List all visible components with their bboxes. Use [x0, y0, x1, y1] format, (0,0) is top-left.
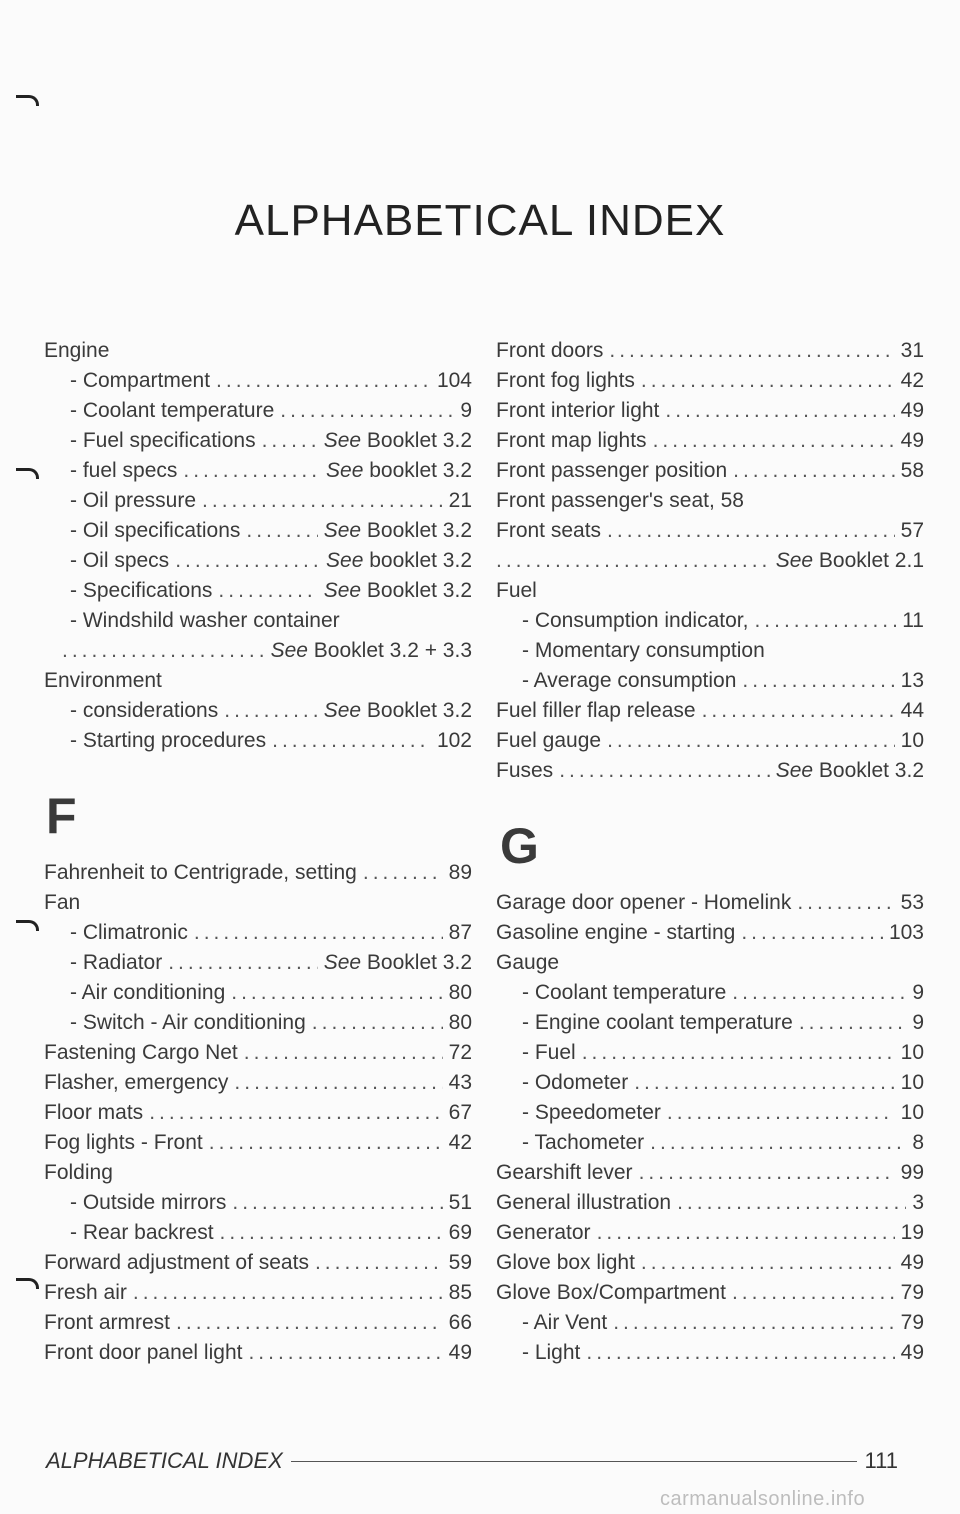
- leader-dots: [363, 858, 443, 888]
- leader-dots: [175, 546, 320, 576]
- booklet-ref: Booklet 3.2: [366, 429, 472, 452]
- corner-mark: [16, 1278, 39, 1289]
- index-entry: [44, 1188, 472, 1218]
- leader-dots: [582, 1038, 895, 1068]
- leader-dots: [732, 1278, 895, 1308]
- leader-dots: [754, 606, 896, 636]
- entry-label: - Tachometer: [522, 1131, 645, 1154]
- booklet-ref: Booklet 3.2: [366, 699, 472, 722]
- leader-dots: [741, 918, 883, 948]
- leader-dots: [586, 1338, 894, 1368]
- entry-reference: [324, 426, 472, 456]
- index-entry: [44, 1038, 472, 1068]
- leader-dots: [597, 1218, 895, 1248]
- leader-dots: [677, 1188, 906, 1218]
- see-label: See: [326, 549, 364, 572]
- entry-page: 9: [912, 1011, 924, 1034]
- entry-label: - Switch - Air conditioning: [70, 1011, 306, 1034]
- index-entry: [496, 1338, 924, 1368]
- entry-page: 69: [448, 1221, 472, 1244]
- entry-label: - Light: [522, 1341, 581, 1364]
- entry-page: 85: [448, 1281, 472, 1304]
- entry-label: - considerations: [70, 699, 219, 722]
- booklet-ref: Booklet 3.2: [366, 519, 472, 542]
- entry-label: Forward adjustment of seats: [44, 1251, 309, 1274]
- entry-page: 10: [900, 1101, 924, 1124]
- entry-reference: [271, 636, 472, 666]
- index-entry: [44, 918, 472, 948]
- leader-dots: [224, 696, 317, 726]
- booklet-ref: booklet 3.2: [369, 549, 472, 572]
- entry-page: 49: [900, 399, 924, 422]
- entry-label: - Oil specs: [70, 549, 170, 572]
- index-entry: [496, 1068, 924, 1098]
- entry-page: 104: [436, 369, 472, 392]
- entry-label: Fan: [44, 891, 81, 914]
- entry-label: Fuses: [496, 759, 554, 782]
- index-entry: [496, 1218, 924, 1248]
- index-entry: [496, 1248, 924, 1278]
- index-entry: [44, 426, 472, 456]
- entry-label: Front map lights: [496, 429, 647, 452]
- entry-label: General illustration: [496, 1191, 672, 1214]
- leader-dots: [216, 366, 431, 396]
- entry-label: Front armrest: [44, 1311, 171, 1334]
- index-entry: [496, 606, 924, 636]
- entry-label: Fastening Cargo Net: [44, 1041, 238, 1064]
- entry-label: - fuel specs: [70, 459, 178, 482]
- index-entry: [44, 666, 472, 696]
- index-entry: [496, 726, 924, 756]
- index-entry: [44, 978, 472, 1008]
- see-label: See: [270, 639, 308, 662]
- corner-mark: [16, 95, 39, 106]
- index-entry: [496, 696, 924, 726]
- index-entry: [44, 696, 472, 726]
- index-entry: [44, 606, 472, 636]
- see-label: See: [323, 429, 362, 452]
- entry-label: - Coolant temperature: [522, 981, 727, 1004]
- entry-label: - Air conditioning: [70, 981, 226, 1004]
- index-entry: [496, 1308, 924, 1338]
- index-entry: [496, 456, 924, 486]
- entry-page: 89: [448, 861, 472, 884]
- index-entry: [496, 918, 924, 948]
- entry-label: - Rear backrest: [70, 1221, 214, 1244]
- entry-label: - Odometer: [522, 1071, 629, 1094]
- leader-dots: [641, 366, 895, 396]
- index-column-left: [44, 336, 472, 1368]
- leader-dots: [62, 636, 265, 666]
- entry-reference: [324, 576, 472, 606]
- leader-dots: [202, 486, 443, 516]
- entry-page: 8: [912, 1131, 924, 1154]
- leader-dots: [232, 1188, 442, 1218]
- section-letter-f: F: [46, 788, 77, 844]
- entry-page: 57: [900, 519, 924, 542]
- index-entry: [496, 1008, 924, 1038]
- index-entry: [496, 336, 924, 366]
- footer-rule: [291, 1461, 857, 1462]
- index-entry: [496, 546, 924, 576]
- entry-page: 49: [900, 1251, 924, 1274]
- entry-reference: [776, 546, 924, 576]
- entry-page: 9: [912, 981, 924, 1004]
- leader-dots: [634, 1068, 894, 1098]
- index-entry: [496, 636, 924, 666]
- entry-label: - Momentary consumption: [522, 639, 765, 662]
- entry-label: - Speedometer: [522, 1101, 661, 1124]
- entry-page: 11: [902, 609, 924, 632]
- index-entry: [496, 516, 924, 546]
- index-entry: [44, 858, 472, 888]
- entry-page: 53: [900, 891, 924, 914]
- index-entry: [44, 516, 472, 546]
- see-label: See: [323, 699, 362, 722]
- leader-dots: [133, 1278, 443, 1308]
- leader-dots: [244, 1038, 443, 1068]
- entry-page: 80: [448, 981, 472, 1004]
- entry-label: - Air Vent: [522, 1311, 608, 1334]
- entry-reference: [326, 546, 472, 576]
- entry-page: 59: [448, 1251, 472, 1274]
- entry-page: 79: [900, 1281, 924, 1304]
- entry-page: 9: [460, 399, 472, 422]
- entry-label: Front doors: [496, 339, 604, 362]
- entry-label: Floor mats: [44, 1101, 144, 1124]
- index-entry: [44, 396, 472, 426]
- leader-dots: [272, 726, 431, 756]
- entry-page: 43: [448, 1071, 472, 1094]
- entry-page: 42: [448, 1131, 472, 1154]
- entry-page: 80: [448, 1011, 472, 1034]
- entry-label: Glove Box/Compartment: [496, 1281, 726, 1304]
- entry-page: 42: [900, 369, 924, 392]
- leader-dots: [315, 1248, 443, 1278]
- entry-label: Front seats: [496, 519, 602, 542]
- index-entry: [496, 1158, 924, 1188]
- index-entry: [44, 1278, 472, 1308]
- leader-dots: [742, 666, 894, 696]
- index-entry: [496, 948, 924, 978]
- entry-label: Fuel filler flap release: [496, 699, 696, 722]
- entry-label: Garage door opener - Homelink: [496, 891, 792, 914]
- entry-label: - Outside mirrors: [70, 1191, 227, 1214]
- leader-dots: [209, 1128, 443, 1158]
- entry-label: Fuel gauge: [496, 729, 602, 752]
- section-letter-g: G: [500, 818, 539, 874]
- index-entry: [496, 1128, 924, 1158]
- entry-page: 49: [448, 1341, 472, 1364]
- entry-label: Engine: [44, 339, 110, 362]
- leader-dots: [609, 336, 894, 366]
- entry-page: 21: [448, 489, 472, 512]
- entry-label: - Oil specifications: [70, 519, 241, 542]
- index-entry: [44, 1158, 472, 1188]
- entry-page: 87: [448, 921, 472, 944]
- entry-reference: [324, 948, 472, 978]
- entry-page: 79: [900, 1311, 924, 1334]
- entry-label: Flasher, emergency: [44, 1071, 229, 1094]
- entry-label: Front interior light: [496, 399, 660, 422]
- entry-label: Front fog lights: [496, 369, 635, 392]
- entry-page: 66: [448, 1311, 472, 1334]
- entry-label: Gearshift lever: [496, 1161, 633, 1184]
- index-column-right: [496, 336, 924, 1368]
- entry-page: 58: [900, 459, 924, 482]
- index-entry: [44, 1308, 472, 1338]
- leader-dots: [639, 1158, 895, 1188]
- entry-label: - Windshild washer container: [70, 609, 340, 632]
- entry-label: - Average consumption: [522, 669, 737, 692]
- entry-label: Glove box light: [496, 1251, 635, 1274]
- leader-dots: [733, 456, 895, 486]
- entry-label: Fog lights - Front: [44, 1131, 203, 1154]
- leader-dots: [262, 426, 318, 456]
- leader-dots: [246, 516, 317, 546]
- entry-label: - Fuel: [522, 1041, 576, 1064]
- index-entry: [44, 948, 472, 978]
- entry-page: 99: [900, 1161, 924, 1184]
- entry-page: 10: [900, 1071, 924, 1094]
- index-entry: [496, 1038, 924, 1068]
- leader-dots: [183, 456, 320, 486]
- index-entry: [44, 888, 472, 918]
- booklet-ref: Booklet 3.2: [818, 759, 924, 782]
- see-label: See: [323, 951, 362, 974]
- entry-label: - Climatronic: [70, 921, 188, 944]
- index-entry: [496, 486, 924, 516]
- entry-page: 102: [436, 729, 472, 752]
- entry-label: Fuel: [496, 579, 537, 602]
- see-label: See: [323, 519, 362, 542]
- entry-label: Gasoline engine - starting: [496, 921, 736, 944]
- entry-page: 49: [900, 429, 924, 452]
- entry-label: Generator: [496, 1221, 591, 1244]
- leader-dots: [248, 1338, 442, 1368]
- footer-section-label: ALPHABETICAL INDEX: [46, 1448, 283, 1473]
- index-entry: [44, 366, 472, 396]
- index-entry: [496, 1188, 924, 1218]
- entry-page: 13: [900, 669, 924, 692]
- entry-label: Gauge: [496, 951, 560, 974]
- entry-page: 19: [900, 1221, 924, 1244]
- index-entry: [496, 756, 924, 786]
- entry-label: Environment: [44, 669, 162, 692]
- leader-dots: [665, 396, 894, 426]
- entry-page: 72: [448, 1041, 472, 1064]
- index-entry: [44, 546, 472, 576]
- entry-reference: [324, 516, 472, 546]
- leader-dots: [280, 396, 454, 426]
- index-entry: [44, 726, 472, 756]
- leader-dots: [149, 1098, 442, 1128]
- leader-dots: [732, 978, 906, 1008]
- booklet-ref: Booklet 2.1: [818, 549, 924, 572]
- index-entry: [44, 336, 472, 366]
- entry-label: Front passenger position: [496, 459, 728, 482]
- booklet-ref: Booklet 3.2: [366, 951, 472, 974]
- leader-dots: [702, 696, 895, 726]
- entry-label: - Starting procedures: [70, 729, 267, 752]
- leader-dots: [220, 1218, 443, 1248]
- page-footer: [46, 1446, 898, 1476]
- index-entry: [44, 1248, 472, 1278]
- index-entry: [44, 576, 472, 606]
- entry-label: Fresh air: [44, 1281, 127, 1304]
- entry-page: 10: [900, 1041, 924, 1064]
- index-entry: [44, 486, 472, 516]
- entry-label: - Oil pressure: [70, 489, 197, 512]
- index-entry: [496, 396, 924, 426]
- entry-page: 3: [912, 1191, 924, 1214]
- index-entry: [496, 1278, 924, 1308]
- leader-dots: [559, 756, 770, 786]
- leader-dots: [797, 888, 894, 918]
- page-title: ALPHABETICAL INDEX: [234, 196, 726, 245]
- entry-label: Front passenger's seat, 58: [496, 489, 744, 512]
- entry-page: 67: [448, 1101, 472, 1124]
- entry-reference: [776, 756, 924, 786]
- entry-page: 49: [900, 1341, 924, 1364]
- leader-dots: [312, 1008, 443, 1038]
- entry-label: - Radiator: [70, 951, 163, 974]
- entry-label: - Coolant temperature: [70, 399, 275, 422]
- entry-label: - Compartment: [70, 369, 211, 392]
- index-entry: [496, 576, 924, 606]
- entry-page: 44: [900, 699, 924, 722]
- corner-mark: [16, 920, 39, 931]
- leader-dots: [218, 576, 317, 606]
- index-entry: [496, 666, 924, 696]
- index-entry: [496, 426, 924, 456]
- entry-label: - Engine coolant temperature: [522, 1011, 793, 1034]
- booklet-ref: booklet 3.2: [369, 459, 472, 482]
- entry-label: - Consumption indicator,: [522, 609, 749, 632]
- see-label: See: [323, 579, 362, 602]
- index-entry: [44, 1098, 472, 1128]
- leader-dots: [607, 726, 895, 756]
- entry-reference: [326, 456, 472, 486]
- booklet-ref: Booklet 3.2: [366, 579, 472, 602]
- index-entry: [44, 636, 472, 666]
- entry-label: Front door panel light: [44, 1341, 243, 1364]
- leader-dots: [231, 978, 442, 1008]
- index-entry: [496, 1098, 924, 1128]
- entry-page: 51: [448, 1191, 472, 1214]
- index-entry: [44, 1008, 472, 1038]
- leader-dots: [613, 1308, 894, 1338]
- corner-mark: [16, 468, 39, 479]
- entry-label: - Specifications: [70, 579, 213, 602]
- see-label: See: [775, 759, 814, 782]
- entry-reference: [324, 696, 472, 726]
- see-label: See: [326, 459, 364, 482]
- page-number: 111: [864, 1448, 898, 1473]
- booklet-ref: Booklet 3.2 + 3.3: [313, 639, 472, 662]
- leader-dots: [667, 1098, 895, 1128]
- leader-dots: [234, 1068, 442, 1098]
- entry-label: Folding: [44, 1161, 113, 1184]
- index-entry: [496, 366, 924, 396]
- leader-dots: [650, 1128, 906, 1158]
- index-entry: [44, 1128, 472, 1158]
- entry-page: 10: [900, 729, 924, 752]
- see-label: See: [775, 549, 814, 572]
- index-entry: [44, 1338, 472, 1368]
- leader-dots: [607, 516, 895, 546]
- leader-dots: [799, 1008, 906, 1038]
- entry-label: - Fuel specifications: [70, 429, 256, 452]
- index-entry: [496, 888, 924, 918]
- index-entry: [44, 1068, 472, 1098]
- watermark: carmanualsonline.info: [660, 1488, 866, 1510]
- leader-dots: [176, 1308, 443, 1338]
- leader-dots: [168, 948, 318, 978]
- leader-dots: [496, 546, 770, 576]
- leader-dots: [653, 426, 895, 456]
- entry-page: 31: [900, 339, 924, 362]
- leader-dots: [641, 1248, 895, 1278]
- entry-label: Fahrenheit to Centrigrade, setting: [44, 861, 357, 884]
- index-entry: [44, 1218, 472, 1248]
- index-entry: [496, 978, 924, 1008]
- index-entry: [44, 456, 472, 486]
- entry-page: 103: [888, 921, 924, 944]
- leader-dots: [194, 918, 443, 948]
